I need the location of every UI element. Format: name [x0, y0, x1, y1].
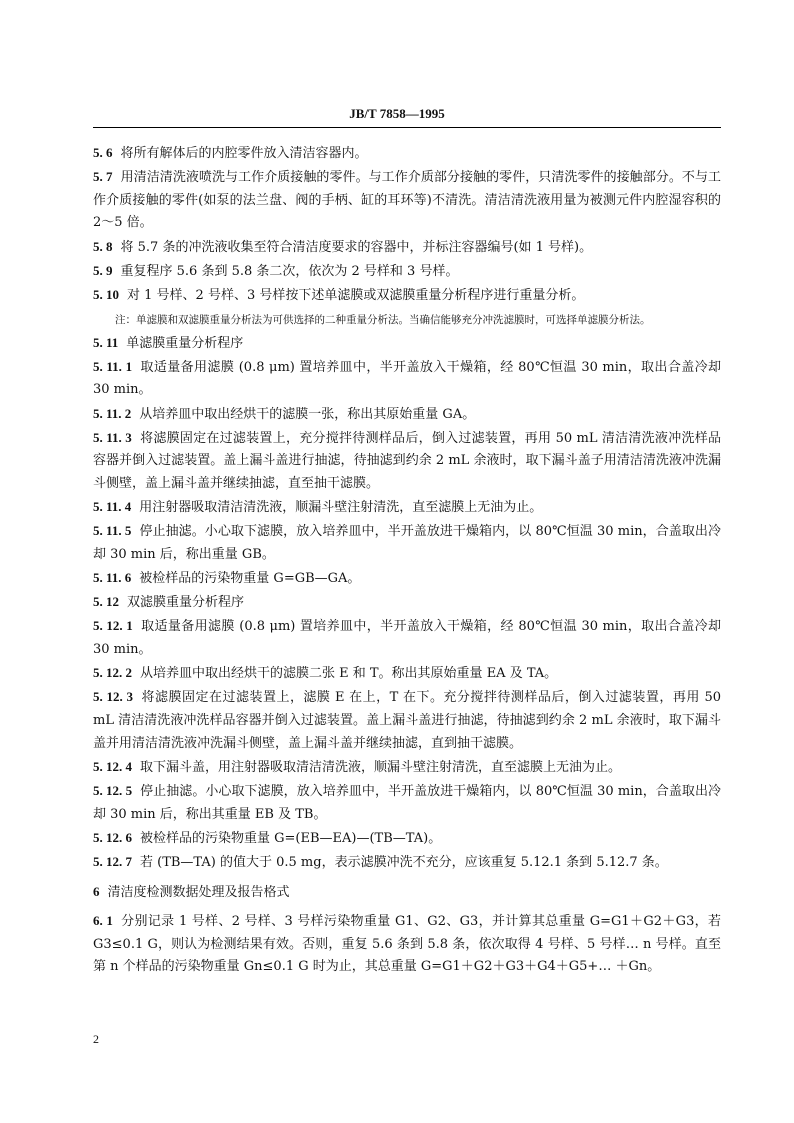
- clause-5-11-2: [93, 403, 721, 427]
- clause-number: 5. 9: [93, 262, 113, 278]
- clause-5-12-5: [93, 780, 721, 826]
- clause-text: 用注射器吸取清洁清洗液，顺漏斗壁注射清洗，直至滤膜上无油为止。: [139, 500, 543, 516]
- clause-5-11-3: [93, 427, 721, 496]
- clause-5-12-7: [93, 851, 721, 875]
- clause-5-8: [93, 236, 721, 260]
- clause-number: 5. 11. 4: [93, 499, 132, 515]
- clause-6-1: [93, 910, 721, 979]
- clause-number: 5. 12. 1: [93, 618, 133, 634]
- clause-number: 5. 12. 3: [93, 689, 133, 705]
- document-body: [93, 142, 721, 979]
- clause-number: 5. 12. 6: [93, 829, 132, 845]
- clause-number: 5. 11: [93, 334, 119, 350]
- clause-5-7: [93, 166, 721, 235]
- clause-5-12-3: [93, 686, 721, 755]
- clause-number: 5. 7: [93, 169, 113, 185]
- clause-text: 分别记录 1 号样、2 号样、3 号样污染物重量 G1、G2、G3，并计算其总重量 G=G1＋G2＋G3，若 G3≤0.1 G，则认为检测结果有效。否则，重复 5.6 条到 5.8 条，依次取得 4 号样、5 号样… n 号样。直至第 n 个样品的污染物重量 Gn≤0.1 G 时为止，其总重量 G=G1＋G2＋G3＋G4＋G5+… ＋Gn。: [93, 914, 722, 975]
- clause-text: 单滤膜重量分析程序: [126, 335, 244, 351]
- clause-5-12-2: [93, 662, 721, 686]
- clause-number: 5. 12. 2: [93, 665, 132, 681]
- clause-text: 用清洁清洗液喷洗与工作介质接触的零件。与工作介质部分接触的零件，只清洗零件的接触部分。不与工作介质接触的零件(如泵的法兰盘、阀的手柄、缸的耳环等)不清洗。清洁清洗液用量为被测元件内腔湿容积的 2～5 倍。: [93, 170, 721, 231]
- clause-5-12-1: [93, 615, 721, 661]
- clause-text: 双滤膜重量分析程序: [127, 595, 245, 611]
- clause-number: 5. 12. 4: [93, 758, 132, 774]
- section-6-heading: [93, 881, 721, 905]
- clause-number: 5. 11. 2: [93, 405, 132, 421]
- clause-5-10: [93, 284, 721, 308]
- clause-text: 取适量备用滤膜 (0.8 μm) 置培养皿中，半开盖放入干燥箱，经 80℃恒温 30 min，取出合盖冷却 30 min。: [93, 359, 721, 398]
- clause-text: 被检样品的污染物重量 G=(EB—EA)—(TB—TA)。: [140, 830, 442, 846]
- clause-text: 对 1 号样、2 号样、3 号样按下述单滤膜或双滤膜重量分析程序进行重量分析。: [127, 287, 585, 303]
- clause-number: 5. 11. 1: [93, 358, 133, 374]
- clause-5-11: [93, 332, 721, 356]
- section-number: 6: [93, 883, 100, 899]
- clause-text: 取下漏斗盖，用注射器吸取清洁清洗液，顺漏斗壁注射清洗，直至滤膜上无油为止。: [140, 759, 622, 775]
- note: [93, 310, 721, 330]
- clause-number: 5. 12: [93, 594, 119, 610]
- clause-text: 停止抽滤。小心取下滤膜，放入培养皿中，半开盖放进干燥箱内，以 80℃恒温 30 min，合盖取出冷却 30 min 后，称出重量 GB。: [93, 524, 721, 562]
- clause-text: 从培养皿中取出经烘干的滤膜一张，称出其原始重量 GA。: [139, 406, 476, 422]
- clause-text: 将滤膜固定在过滤装置上，充分搅拌待测样品后，倒入过滤装置，再用 50 mL 清洁清洗液冲洗样品容器并倒入过滤装置。盖上漏斗盖进行抽滤，待抽滤到约余 2 mL 余液时，取下漏斗盖子用清洁清洗液冲洗漏斗侧壁，盖上漏斗盖并继续抽滤，直至抽干滤膜。: [93, 430, 721, 491]
- clause-5-12-4: [93, 756, 721, 780]
- clause-text: 将所有解体后的内腔零件放入清洁容器内。: [120, 146, 368, 161]
- clause-5-11-5: [93, 520, 721, 566]
- clause-5-9: [93, 260, 721, 284]
- page-header: JB/T 7858—1995: [349, 106, 445, 121]
- clause-5-11-1: [93, 356, 721, 402]
- clause-number: 5. 11. 5: [93, 523, 132, 539]
- clause-number: 5. 10: [93, 286, 119, 302]
- clause-5-11-6: [93, 567, 721, 591]
- note-text: 注：单滤膜和双滤膜重量分析法为可供选择的二种重量分析法。当确信能够充分冲洗滤膜时，可选择单滤膜分析法。: [115, 313, 651, 326]
- section-title: 清洁度检测数据处理及报告格式: [107, 884, 290, 900]
- clause-5-6: [93, 142, 721, 166]
- clause-text: 若 (TB—TA) 的值大于 0.5 mg，表示滤膜冲洗不充分，应该重复 5.12.1 条到 5.12.7 条。: [140, 854, 668, 870]
- clause-text: 将滤膜固定在过滤装置上，滤膜 E 在上，T 在下。充分搅拌待测样品后，倒入过滤装置，再用 50 mL 清洁清洗液冲洗样品容器并倒入过滤装置。盖上漏斗盖进行抽滤，待抽滤到约余 2 mL 余液时，取下漏斗盖并用清洁清洗液冲洗漏斗侧壁，盖上漏斗盖并继续抽滤，直到抽干滤膜。: [93, 690, 722, 751]
- clause-number: 5. 6: [93, 145, 113, 160]
- clause-number: 5. 12. 5: [93, 782, 133, 798]
- header-rule: [93, 127, 721, 128]
- clause-text: 停止抽滤。小心取下滤膜，放入培养皿中，半开盖放进干燥箱内，以 80℃恒温 30 min，合盖取出冷却 30 min 后，称出其重量 EB 及 TB。: [93, 783, 721, 822]
- clause-text: 取适量备用滤膜 (0.8 μm) 置培养皿中，半开盖放入干燥箱，经 80℃恒温 30 min，取出合盖冷却 30 min。: [93, 619, 721, 657]
- clause-5-12: [93, 591, 721, 615]
- clause-text: 重复程序 5.6 条到 5.8 条二次，依次为 2 号样和 3 号样。: [120, 263, 459, 279]
- clause-text: 将 5.7 条的冲洗液收集至符合清洁度要求的容器中，并标注容器编号(如 1 号样)。: [120, 239, 593, 255]
- clause-number: 5. 8: [93, 238, 113, 254]
- clause-text: 从培养皿中取出经烘干的滤膜二张 E 和 T。称出其原始重量 EA 及 TA。: [140, 666, 558, 682]
- page-number: 2: [93, 1032, 99, 1046]
- clause-number: 5. 11. 3: [93, 429, 132, 445]
- clause-number: 5. 11. 6: [93, 570, 132, 586]
- clause-number: 5. 12. 7: [93, 853, 132, 869]
- clause-text: 被检样品的污染物重量 G=GB—GA。: [139, 571, 361, 587]
- clause-number: 6. 1: [93, 913, 113, 929]
- clause-5-11-4: [93, 496, 721, 520]
- clause-5-12-6: [93, 827, 721, 851]
